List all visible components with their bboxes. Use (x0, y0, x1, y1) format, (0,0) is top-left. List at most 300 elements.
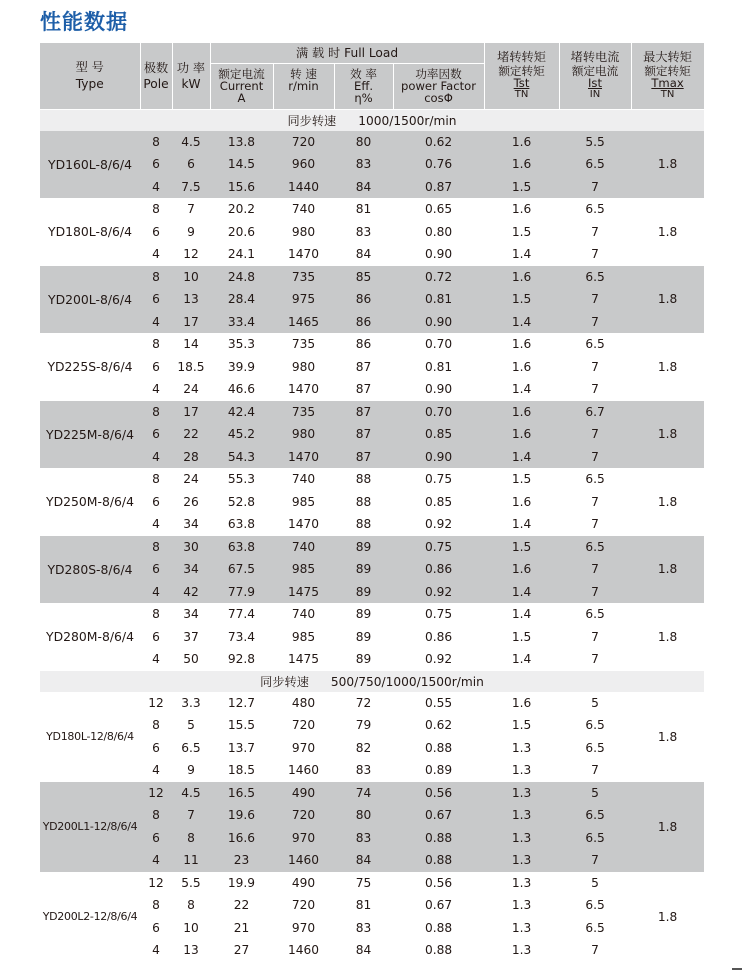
section-row (40, 109, 704, 131)
table-row (40, 176, 704, 199)
tmax-ratio-cell: 1.8 (631, 401, 704, 469)
table-row (40, 692, 704, 715)
tst-ratio-cell: 1.4 (484, 378, 559, 401)
current-cell: 21 (210, 917, 273, 940)
sync-speed-values: 1000/1500r/min (358, 113, 457, 128)
ist-ratio-cell: 7 (559, 939, 631, 962)
table-header (40, 43, 704, 109)
motor-type-cell: YD180L-8/6/4 (40, 198, 140, 266)
table-row (40, 827, 704, 850)
efficiency-cell: 81 (334, 894, 393, 917)
tst-ratio-cell: 1.6 (484, 692, 559, 715)
current-header-cn: 额定电流 (218, 67, 265, 81)
power-factor-cell: 0.88 (393, 827, 484, 850)
current-cell: 92.8 (210, 648, 273, 671)
current-cell: 13.7 (210, 737, 273, 760)
power-cell: 30 (172, 536, 210, 559)
efficiency-cell: 81 (334, 198, 393, 221)
speed-cell: 1465 (273, 311, 334, 334)
power-factor-cell: 0.92 (393, 581, 484, 604)
page-edge-mark (732, 968, 742, 970)
pole-cell: 4 (140, 939, 172, 962)
pole-header (140, 43, 172, 109)
tmax-ratio-cell: 1.8 (631, 333, 704, 401)
power-cell: 10 (172, 266, 210, 289)
power-factor-cell: 0.90 (393, 311, 484, 334)
efficiency-cell: 75 (334, 872, 393, 895)
speed-cell: 985 (273, 491, 334, 514)
speed-cell: 720 (273, 131, 334, 154)
power-cell: 28 (172, 446, 210, 469)
power-factor-cell: 0.81 (393, 288, 484, 311)
tst-header-cn: 堵转转矩 (497, 49, 546, 64)
power-factor-cell: 0.56 (393, 782, 484, 805)
ist-ratio-cell: 7 (559, 243, 631, 266)
speed-cell: 1470 (273, 446, 334, 469)
pole-cell: 6 (140, 423, 172, 446)
table-row (40, 198, 704, 221)
power-cell: 17 (172, 401, 210, 424)
tst-ratio-cell: 1.3 (484, 737, 559, 760)
current-cell: 55.3 (210, 468, 273, 491)
speed-cell: 1470 (273, 243, 334, 266)
ist-ratio-cell: 7 (559, 513, 631, 536)
speed-cell: 970 (273, 827, 334, 850)
current-cell: 15.6 (210, 176, 273, 199)
power-cell: 34 (172, 603, 210, 626)
table-row (40, 737, 704, 760)
ist-ratio-cell: 6.5 (559, 468, 631, 491)
speed-cell: 970 (273, 737, 334, 760)
tst-ratio-cell: 1.4 (484, 581, 559, 604)
pole-cell: 8 (140, 333, 172, 356)
power-factor-cell: 0.86 (393, 626, 484, 649)
ist-header-sub: 额定电流 (571, 63, 619, 78)
tst-ratio-cell: 1.6 (484, 153, 559, 176)
tst-ratio-cell: 1.6 (484, 491, 559, 514)
pole-cell: 8 (140, 468, 172, 491)
ist-ratio-cell: 5 (559, 872, 631, 895)
current-cell: 52.8 (210, 491, 273, 514)
current-cell: 12.7 (210, 692, 273, 715)
speed-cell: 740 (273, 536, 334, 559)
speed-cell: 735 (273, 333, 334, 356)
pf-header-en: power Factor (401, 79, 477, 93)
power-cell: 17 (172, 311, 210, 334)
ist-ratio-cell: 6.5 (559, 266, 631, 289)
tst-ratio-cell: 1.3 (484, 894, 559, 917)
power-factor-cell: 0.92 (393, 513, 484, 536)
tmax-ratio-cell: 1.8 (631, 603, 704, 671)
table-row (40, 288, 704, 311)
ist-ratio-cell: 5 (559, 692, 631, 715)
section-label (40, 671, 704, 692)
power-factor-cell: 0.76 (393, 153, 484, 176)
ist-ratio-cell: 6.5 (559, 536, 631, 559)
sync-speed-label: 同步转速 (260, 674, 309, 689)
tst-ratio-cell: 1.3 (484, 804, 559, 827)
current-cell: 28.4 (210, 288, 273, 311)
power-factor-cell: 0.88 (393, 939, 484, 962)
table-row (40, 648, 704, 671)
motor-type-cell: YD200L1-12/8/6/4 (40, 782, 140, 872)
current-cell: 22 (210, 894, 273, 917)
efficiency-cell: 84 (334, 176, 393, 199)
efficiency-cell: 88 (334, 468, 393, 491)
tst-ratio-cell: 1.6 (484, 423, 559, 446)
ist-header (559, 43, 631, 109)
pole-cell: 4 (140, 759, 172, 782)
pole-cell: 6 (140, 221, 172, 244)
table-row (40, 804, 704, 827)
power-factor-cell: 0.65 (393, 198, 484, 221)
tst-ratio-cell: 1.3 (484, 782, 559, 805)
current-cell: 73.4 (210, 626, 273, 649)
power-factor-cell: 0.70 (393, 333, 484, 356)
power-factor-cell: 0.80 (393, 221, 484, 244)
full-load-header: 满 载 时 Full Load (210, 43, 484, 63)
current-header-en: Current (219, 79, 264, 93)
pole-cell: 8 (140, 603, 172, 626)
tst-ratio-cell: 1.5 (484, 468, 559, 491)
motor-type-cell: YD225S-8/6/4 (40, 333, 140, 401)
current-cell: 77.9 (210, 581, 273, 604)
tst-ratio-cell: 1.4 (484, 513, 559, 536)
speed-cell: 960 (273, 153, 334, 176)
power-factor-cell: 0.55 (393, 692, 484, 715)
speed-cell: 490 (273, 872, 334, 895)
table-row (40, 849, 704, 872)
current-cell: 24.8 (210, 266, 273, 289)
power-cell: 13 (172, 288, 210, 311)
power-factor-cell: 0.85 (393, 491, 484, 514)
power-cell: 37 (172, 626, 210, 649)
speed-cell: 1460 (273, 939, 334, 962)
tmax-ratio-cell: 1.8 (631, 782, 704, 872)
section-row (40, 671, 704, 692)
power-cell: 9 (172, 221, 210, 244)
speed-cell: 980 (273, 423, 334, 446)
power-cell: 6.5 (172, 737, 210, 760)
efficiency-cell: 80 (334, 131, 393, 154)
power-factor-cell: 0.86 (393, 558, 484, 581)
speed-cell: 735 (273, 401, 334, 424)
power-cell: 26 (172, 491, 210, 514)
table-row (40, 536, 704, 559)
pole-cell: 8 (140, 131, 172, 154)
table-row (40, 221, 704, 244)
pole-header-en: Pole (143, 76, 169, 91)
current-header (210, 63, 273, 109)
power-factor-cell: 0.90 (393, 243, 484, 266)
tst-ratio-cell: 1.6 (484, 356, 559, 379)
pole-cell: 4 (140, 176, 172, 199)
power-factor-cell: 0.62 (393, 131, 484, 154)
table-row (40, 714, 704, 737)
pole-cell: 12 (140, 872, 172, 895)
power-factor-cell: 0.92 (393, 648, 484, 671)
efficiency-cell: 83 (334, 153, 393, 176)
power-cell: 18.5 (172, 356, 210, 379)
current-cell: 33.4 (210, 311, 273, 334)
current-cell: 18.5 (210, 759, 273, 782)
speed-header-en: r/min (288, 79, 319, 93)
power-factor-cell: 0.67 (393, 804, 484, 827)
pole-cell: 8 (140, 714, 172, 737)
power-cell: 5.5 (172, 872, 210, 895)
tmax-header-cn: 最大转矩 (643, 49, 692, 64)
tst-ratio-cell: 1.4 (484, 311, 559, 334)
tst-ratio-cell: 1.6 (484, 401, 559, 424)
ist-ratio-cell: 7 (559, 288, 631, 311)
current-cell: 45.2 (210, 423, 273, 446)
ist-ratio-cell: 7 (559, 581, 631, 604)
eff-header (334, 63, 393, 109)
tst-ratio-cell: 1.6 (484, 333, 559, 356)
current-cell: 19.9 (210, 872, 273, 895)
motor-type-cell: YD280S-8/6/4 (40, 536, 140, 604)
speed-header (273, 63, 334, 109)
power-cell: 14 (172, 333, 210, 356)
efficiency-cell: 74 (334, 782, 393, 805)
tst-ratio-cell: 1.5 (484, 714, 559, 737)
ist-ratio-cell: 7 (559, 356, 631, 379)
table-row (40, 626, 704, 649)
efficiency-cell: 84 (334, 243, 393, 266)
efficiency-cell: 89 (334, 558, 393, 581)
pole-cell: 4 (140, 648, 172, 671)
efficiency-cell: 83 (334, 759, 393, 782)
tst-ratio-cell: 1.3 (484, 872, 559, 895)
power-cell: 24 (172, 378, 210, 401)
table-row (40, 311, 704, 334)
tst-ratio-cell: 1.6 (484, 198, 559, 221)
power-cell: 22 (172, 423, 210, 446)
speed-cell: 735 (273, 266, 334, 289)
motor-type-cell: YD225M-8/6/4 (40, 401, 140, 469)
table-row (40, 131, 704, 154)
efficiency-cell: 82 (334, 737, 393, 760)
efficiency-cell: 79 (334, 714, 393, 737)
speed-cell: 1440 (273, 176, 334, 199)
power-cell: 8 (172, 894, 210, 917)
tmax-header-den: TN (660, 88, 675, 100)
power-cell: 7.5 (172, 176, 210, 199)
ist-ratio-cell: 7 (559, 626, 631, 649)
speed-cell: 740 (273, 603, 334, 626)
table-row (40, 491, 704, 514)
motor-type-cell: YD250M-8/6/4 (40, 468, 140, 536)
tst-ratio-cell: 1.5 (484, 288, 559, 311)
efficiency-cell: 87 (334, 423, 393, 446)
current-cell: 14.5 (210, 153, 273, 176)
table-row (40, 917, 704, 940)
power-header (172, 43, 210, 109)
efficiency-cell: 72 (334, 692, 393, 715)
power-cell: 12 (172, 243, 210, 266)
speed-cell: 490 (273, 782, 334, 805)
pole-cell: 8 (140, 894, 172, 917)
table-row (40, 513, 704, 536)
efficiency-cell: 80 (334, 804, 393, 827)
pole-cell: 8 (140, 266, 172, 289)
efficiency-cell: 84 (334, 849, 393, 872)
speed-cell: 1470 (273, 378, 334, 401)
efficiency-cell: 83 (334, 827, 393, 850)
tmax-ratio-cell: 1.8 (631, 872, 704, 962)
tst-ratio-cell: 1.4 (484, 243, 559, 266)
table-row (40, 266, 704, 289)
ist-ratio-cell: 7 (559, 378, 631, 401)
pole-cell: 6 (140, 491, 172, 514)
efficiency-cell: 86 (334, 333, 393, 356)
ist-ratio-cell: 6.5 (559, 153, 631, 176)
power-factor-cell: 0.72 (393, 266, 484, 289)
tmax-ratio-cell: 1.8 (631, 198, 704, 266)
power-factor-cell: 0.90 (393, 446, 484, 469)
ist-ratio-cell: 6.5 (559, 714, 631, 737)
ist-header-den: IN (589, 88, 601, 100)
current-cell: 63.8 (210, 536, 273, 559)
speed-cell: 1475 (273, 648, 334, 671)
ist-ratio-cell: 7 (559, 849, 631, 872)
tmax-header-num: Tmax (651, 75, 684, 90)
pole-cell: 6 (140, 153, 172, 176)
ist-ratio-cell: 6.5 (559, 894, 631, 917)
pole-cell: 6 (140, 827, 172, 850)
table-row (40, 356, 704, 379)
eff-header-en: Eff. (354, 79, 373, 93)
efficiency-cell: 87 (334, 401, 393, 424)
efficiency-cell: 87 (334, 446, 393, 469)
power-header-en: kW (181, 76, 201, 91)
tst-header (484, 43, 559, 109)
ist-ratio-cell: 6.5 (559, 917, 631, 940)
power-cell: 4.5 (172, 131, 210, 154)
efficiency-cell: 89 (334, 626, 393, 649)
ist-ratio-cell: 6.5 (559, 737, 631, 760)
ist-ratio-cell: 7 (559, 648, 631, 671)
speed-cell: 740 (273, 198, 334, 221)
current-cell: 63.8 (210, 513, 273, 536)
power-cell: 8 (172, 827, 210, 850)
pole-cell: 6 (140, 288, 172, 311)
pole-cell: 4 (140, 513, 172, 536)
power-cell: 11 (172, 849, 210, 872)
tmax-ratio-cell: 1.8 (631, 692, 704, 782)
power-cell: 9 (172, 759, 210, 782)
table-row (40, 378, 704, 401)
tmax-header-sub: 额定转矩 (644, 63, 691, 78)
current-cell: 13.8 (210, 131, 273, 154)
tmax-ratio-cell: 1.8 (631, 131, 704, 199)
speed-cell: 975 (273, 288, 334, 311)
efficiency-cell: 83 (334, 221, 393, 244)
power-cell: 24 (172, 468, 210, 491)
efficiency-cell: 87 (334, 356, 393, 379)
pf-header-cn: 功率因数 (415, 67, 462, 81)
speed-cell: 480 (273, 692, 334, 715)
pole-cell: 12 (140, 782, 172, 805)
tmax-ratio-cell: 1.8 (631, 266, 704, 334)
power-factor-cell: 0.56 (393, 872, 484, 895)
tst-ratio-cell: 1.6 (484, 131, 559, 154)
current-cell: 23 (210, 849, 273, 872)
speed-cell: 970 (273, 917, 334, 940)
efficiency-cell: 86 (334, 288, 393, 311)
ist-ratio-cell: 7 (559, 221, 631, 244)
table-row (40, 603, 704, 626)
motor-type-cell: YD200L-8/6/4 (40, 266, 140, 334)
power-cell: 7 (172, 804, 210, 827)
speed-cell: 720 (273, 714, 334, 737)
current-cell: 39.9 (210, 356, 273, 379)
efficiency-cell: 83 (334, 917, 393, 940)
pole-cell: 6 (140, 626, 172, 649)
current-header-unit: A (237, 91, 246, 105)
ist-ratio-cell: 6.5 (559, 827, 631, 850)
power-factor-cell: 0.89 (393, 759, 484, 782)
power-cell: 6 (172, 153, 210, 176)
ist-ratio-cell: 6.5 (559, 804, 631, 827)
ist-ratio-cell: 6.5 (559, 198, 631, 221)
table-row (40, 468, 704, 491)
ist-ratio-cell: 7 (559, 446, 631, 469)
speed-cell: 985 (273, 626, 334, 649)
speed-cell: 980 (273, 356, 334, 379)
eff-header-unit: η% (354, 91, 373, 105)
tst-header-den: TN (514, 88, 529, 100)
table-row (40, 782, 704, 805)
power-cell: 7 (172, 198, 210, 221)
current-cell: 42.4 (210, 401, 273, 424)
ist-ratio-cell: 7 (559, 558, 631, 581)
table-row (40, 243, 704, 266)
table-row (40, 894, 704, 917)
tmax-ratio-cell: 1.8 (631, 536, 704, 604)
motor-type-cell: YD200L2-12/8/6/4 (40, 872, 140, 962)
section-label (40, 109, 704, 131)
current-cell: 20.2 (210, 198, 273, 221)
tmax-ratio-cell: 1.8 (631, 468, 704, 536)
ist-ratio-cell: 7 (559, 423, 631, 446)
table-row (40, 939, 704, 962)
pole-cell: 4 (140, 849, 172, 872)
ist-header-cn: 堵转电流 (570, 49, 620, 64)
table-row (40, 581, 704, 604)
tmax-header (631, 43, 704, 109)
table-row (40, 558, 704, 581)
eff-header-cn: 效 率 (350, 67, 377, 81)
pole-cell: 4 (140, 378, 172, 401)
sync-speed-values: 500/750/1000/1500r/min (330, 674, 484, 689)
pole-cell: 6 (140, 558, 172, 581)
current-cell: 16.5 (210, 782, 273, 805)
pole-cell: 8 (140, 198, 172, 221)
speed-header-cn: 转 速 (290, 67, 317, 81)
type-header-en: Type (75, 76, 104, 91)
page-title: 性能数据 (40, 10, 128, 34)
pole-cell: 4 (140, 446, 172, 469)
current-cell: 15.5 (210, 714, 273, 737)
pole-cell: 8 (140, 804, 172, 827)
power-factor-cell: 0.85 (393, 423, 484, 446)
speed-cell: 980 (273, 221, 334, 244)
efficiency-cell: 89 (334, 536, 393, 559)
power-cell: 10 (172, 917, 210, 940)
tst-header-sub: 额定转矩 (498, 63, 545, 78)
pf-header (393, 63, 484, 109)
